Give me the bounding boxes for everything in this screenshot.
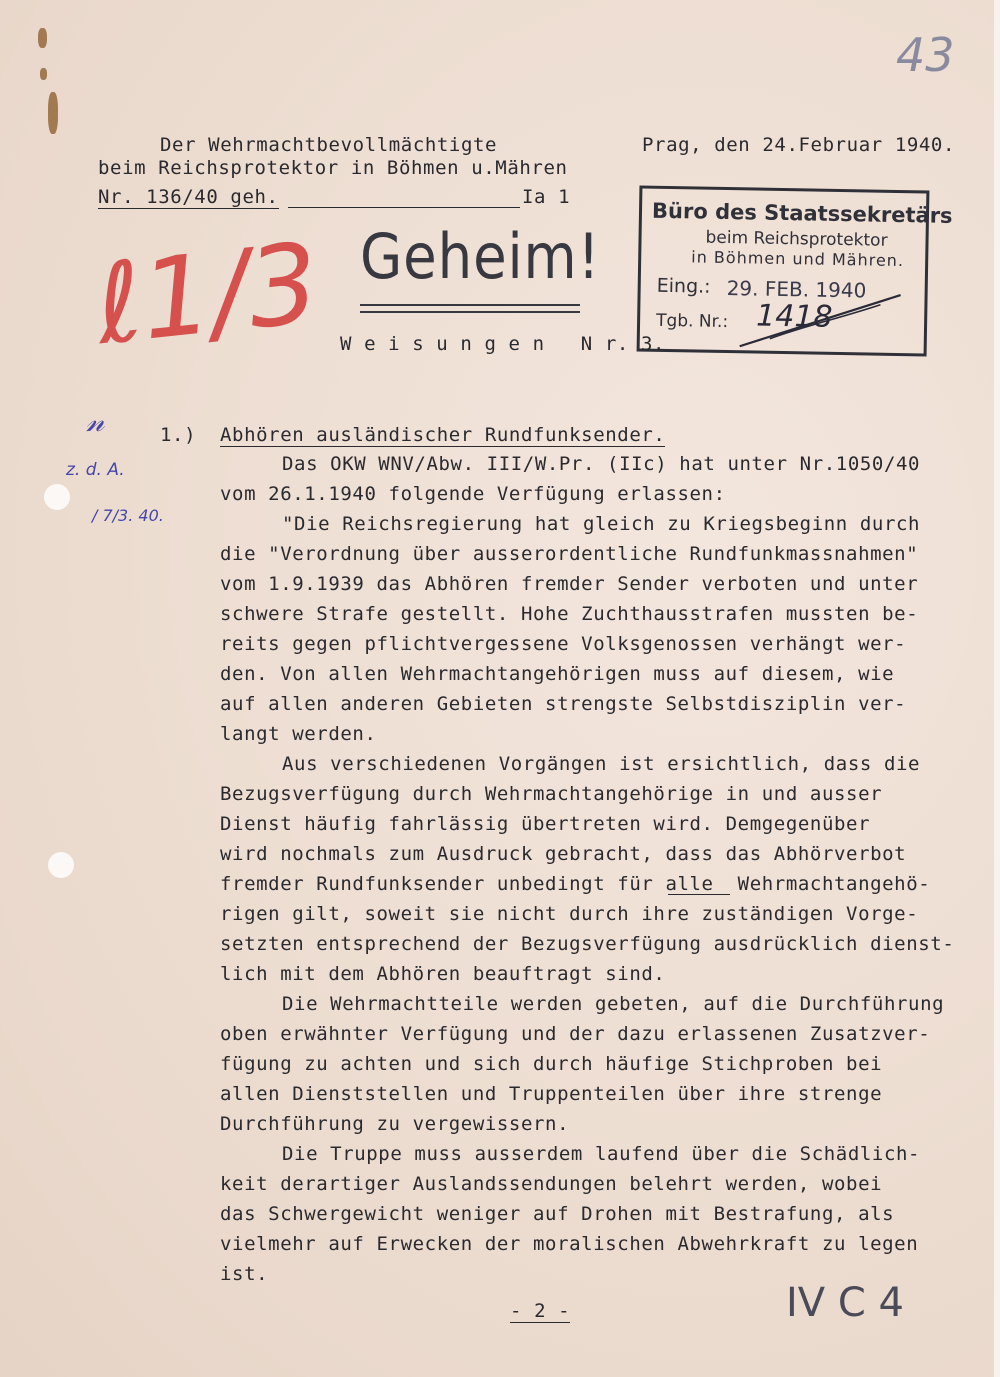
body-line: ist. — [220, 1263, 269, 1285]
classification-mark: Geheim! — [360, 220, 601, 293]
pencil-file-note: IV C 4 — [786, 1280, 904, 1326]
stamp-line-1: Büro des Staatssekretärs — [651, 198, 953, 228]
body-line: vom 26.1.1940 folgende Verfügung erlassen: — [220, 483, 726, 505]
received-stamp — [637, 185, 953, 356]
place-date: Prag, den 24.Februar 1940. — [642, 134, 956, 156]
body-line: Aus verschiedenen Vorgängen ist ersichtlich, dass die — [282, 753, 921, 775]
body-line: wird nochmals zum Ausdruck gebracht, dass das Abhörverbot — [220, 843, 907, 865]
body-line: die "Verordnung über ausserordentliche Rundfunkmassnahmen" — [220, 543, 919, 565]
stamp-tgb-label: Tgb. Nr.: — [655, 310, 729, 333]
stamp-line-3: in Böhmen und Mähren. — [691, 247, 905, 271]
red-initials: ℓ1/3 — [89, 218, 325, 370]
section-heading: Abhören ausländischer Rundfunksender. — [220, 424, 666, 446]
body-line: langt werden. — [220, 723, 377, 745]
stamp-pen-strike — [730, 286, 911, 359]
body-line: rigen gilt, soweit sie nicht durch ihre zuständigen Vorge- — [220, 903, 919, 925]
punch-hole — [44, 484, 70, 510]
classification-underline — [360, 304, 580, 306]
body-line: fügung zu achten und sich durch häufige Stichproben bei — [220, 1053, 883, 1075]
body-line: vielmehr auf Erwecken der moralischen Abwehrkraft zu legen — [220, 1233, 919, 1255]
rust-stain — [38, 28, 47, 48]
body-line: "Die Reichsregierung hat gleich zu Kriegsbeginn durch — [282, 513, 921, 535]
sender-line-1: Der Wehrmachtbevollmächtigte — [160, 134, 498, 156]
body-line: keit derartiger Auslandssendungen belehrt werden, wobei — [220, 1173, 883, 1195]
body-line: vom 1.9.1939 das Abhören fremder Sender verboten und unter — [220, 573, 919, 595]
document-title: W e i s u n g e n N r. 3. — [340, 333, 666, 355]
page-edge — [994, 0, 1000, 1377]
sender-line-2: beim Reichsprotektor in Böhmen u.Mähren — [98, 157, 568, 179]
emphasis-underline — [668, 894, 730, 895]
body-line: Bezugsverfügung durch Wehrmachtangehörige in und ausser — [220, 783, 883, 805]
body-line: allen Dienststellen und Truppenteilen über ihre strenge — [220, 1083, 883, 1105]
body-line: oben erwähnter Verfügung und der dazu erlassenen Zusatzver- — [220, 1023, 931, 1045]
rust-stain — [40, 68, 47, 80]
body-line: Dienst häufig fahrlässig übertreten wird. Demgegenüber — [220, 813, 871, 835]
punch-hole — [48, 852, 74, 878]
blue-margin-mark: 𝓃 — [86, 404, 105, 439]
body-line: reits gegen pflichtvergessene Volksgenossen verhängt wer- — [220, 633, 907, 655]
stamp-eing-label: Eing.: — [656, 274, 711, 298]
body-line: auf allen anderen Gebieten strengste Selbstdisziplin ver- — [220, 693, 907, 715]
blue-margin-note: z. d. A. — [66, 460, 125, 480]
classification-underline-2 — [360, 311, 580, 313]
page-number: - 2 - — [510, 1300, 571, 1322]
reference-number: Nr. 136/40 geh. — [98, 186, 279, 208]
body-line: lich mit dem Abhören beauftragt sind. — [220, 963, 666, 985]
department: Ia 1 — [522, 186, 571, 208]
body-line: Die Truppe muss ausserdem laufend über die Schädlich- — [282, 1143, 921, 1165]
section-number: 1.) — [160, 424, 197, 446]
body-line: Durchführung zu vergewissern. — [220, 1113, 570, 1135]
body-line: fremder Rundfunksender unbedingt für alle Wehrmachtangehö- — [220, 873, 931, 895]
blue-margin-date: / 7/3. 40. — [92, 506, 164, 525]
body-line: den. Von allen Wehrmachtangehörigen muss auf diesem, wie — [220, 663, 895, 685]
body-line: schwere Strafe gestellt. Hohe Zuchthausstrafen mussten be- — [220, 603, 919, 625]
body-line: Das OKW WNV/Abw. III/W.Pr. (IIc) hat unter Nr.1050/40 — [282, 453, 921, 475]
rust-stain — [48, 92, 58, 134]
body-line: das Schwergewicht weniger auf Drohen mit Bestrafung, als — [220, 1203, 895, 1225]
body-line: Die Wehrmachtteile werden gebeten, auf die Durchführung — [282, 993, 945, 1015]
stamp-line-2: beim Reichsprotektor — [705, 227, 888, 251]
stamp-eing-date: 29. FEB. 1940 — [726, 276, 867, 303]
corner-page-number: 43 — [896, 28, 955, 82]
body-line: setzten entsprechend der Bezugsverfügung ausdrücklich dienst- — [220, 933, 955, 955]
stamp-tgb-number: 1418 — [755, 298, 833, 335]
reference-underline — [288, 207, 520, 208]
